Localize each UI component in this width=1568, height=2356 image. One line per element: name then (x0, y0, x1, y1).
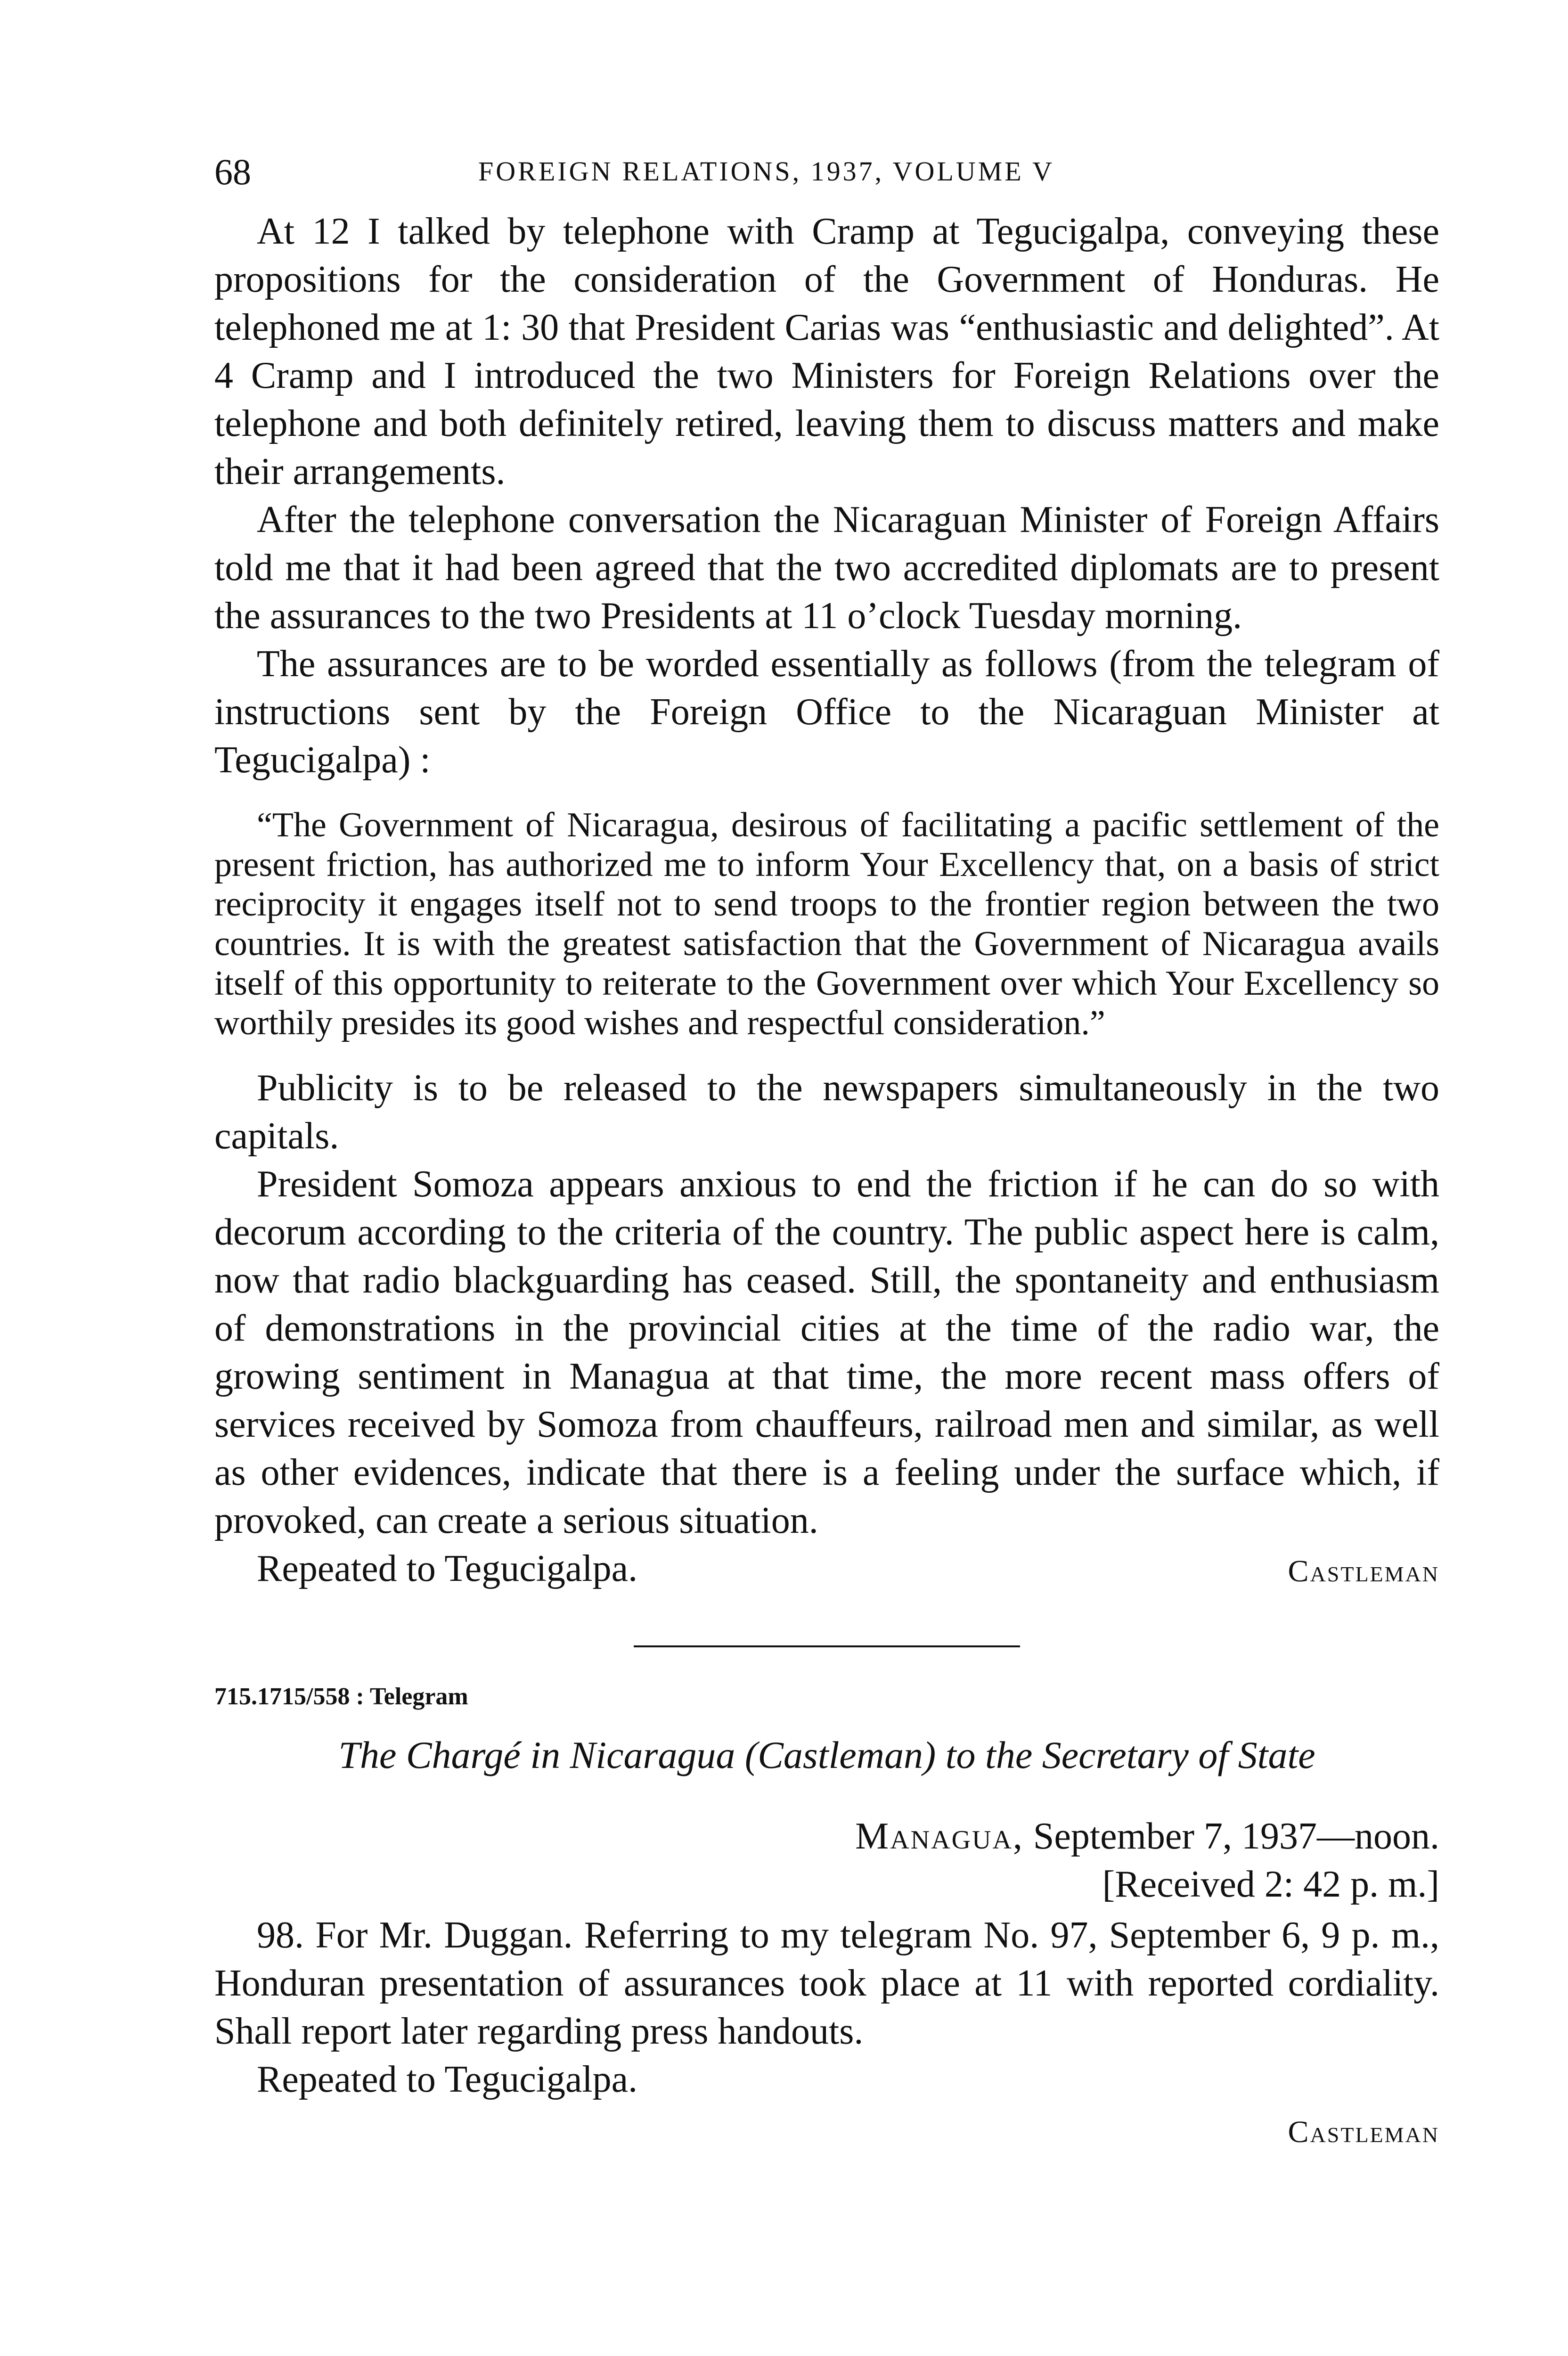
signature-2: Castleman (1288, 2115, 1439, 2149)
page-number: 68 (214, 151, 251, 192)
somoza-paragraph: President Somoza appears anxious to end the friction if he can do so with decorum according to the criteria of the country. The public aspect here is calm, now that radio blackguarding has ceased. Still, the spontaneity and enthusiasm of demonstrations in the provincial cities at the time of the radio war, the growing sentiment in Managua at that time, the more recent mass offers of services received by Somoza from chauffeurs, railroad men and similar, as well as other evidences, indicate that there is a feeling under the surface which, if provoked, can create a serious situation. (214, 1163, 1439, 1541)
quoted-assurance: “The Government of Nicaragua, desirous of facilitating a pacific settlement of the present friction, has authorized me to inform Your Excellency that, on a basis of strict reciprocity it engages itself not to send troops to the frontier region between the two countries. It is with the greatest satisfaction that the Government of Nicaragua avails itself of this opportunity to reiterate to the Government over which Your Excellency so worthily presides its good wishes and respectful consideration.” (214, 806, 1439, 1042)
dateline-place: Managua, (855, 1816, 1024, 1857)
paragraph-3: The assurances are to be worded essentially as follows (from the telegram of instructions sent by the Foreign Office to the Nicaraguan Minister at Tegucigalpa) : (214, 643, 1439, 781)
file-reference: 715.1715/558 : Telegram (214, 1683, 468, 1710)
document-title: The Chargé in Nicaragua (Castleman) to the Secretary of State (338, 1734, 1315, 1776)
received-time: [Received 2: 42 p. m.] (1102, 1864, 1439, 1905)
first-signoff (214, 1545, 1439, 1594)
signature: Castleman (1288, 1554, 1439, 1588)
page-header (214, 151, 1439, 207)
publicity-paragraph: Publicity is to be released to the newspapers simultaneously in the two capitals. (214, 1067, 1439, 1157)
paragraph-2: After the telephone conversation the Nicaraguan Minister of Foreign Affairs told me that it had been agreed that the two accredited diplomats are to present the assurances to the two Presidents at 11 o’clock Tuesday morning. (214, 499, 1439, 637)
repeated-to-note: Repeated to Tegucigalpa. (257, 1548, 638, 1589)
paragraph-1: At 12 I talked by telephone with Cramp at Tegucigalpa, conveying these propositions for the consideration of the Government of Honduras. He telephoned me at 1: 30 that President Carias was “enthusiastic and delighted”. At 4 Cramp and I introduced the two Ministers for Foreign Relations over the telephone and both definitely retired, leaving them to discuss matters and make their arrangements. (214, 211, 1439, 492)
dateline (214, 1812, 1439, 1860)
repeated-to-note-2: Repeated to Tegucigalpa. (257, 2059, 638, 2100)
dateline-date: September 7, 1937—noon. (1023, 1816, 1439, 1857)
document-page (214, 151, 1439, 2156)
running-title: FOREIGN RELATIONS, 1937, VOLUME V (478, 156, 1054, 187)
section-divider (634, 1645, 1020, 1647)
telegram-body: 98. For Mr. Duggan. Referring to my telegram No. 97, September 6, 9 p. m., Honduran presentation of assurances took place at 11 with reported cordiality. Shall report later regarding press handouts. (214, 1914, 1439, 2052)
